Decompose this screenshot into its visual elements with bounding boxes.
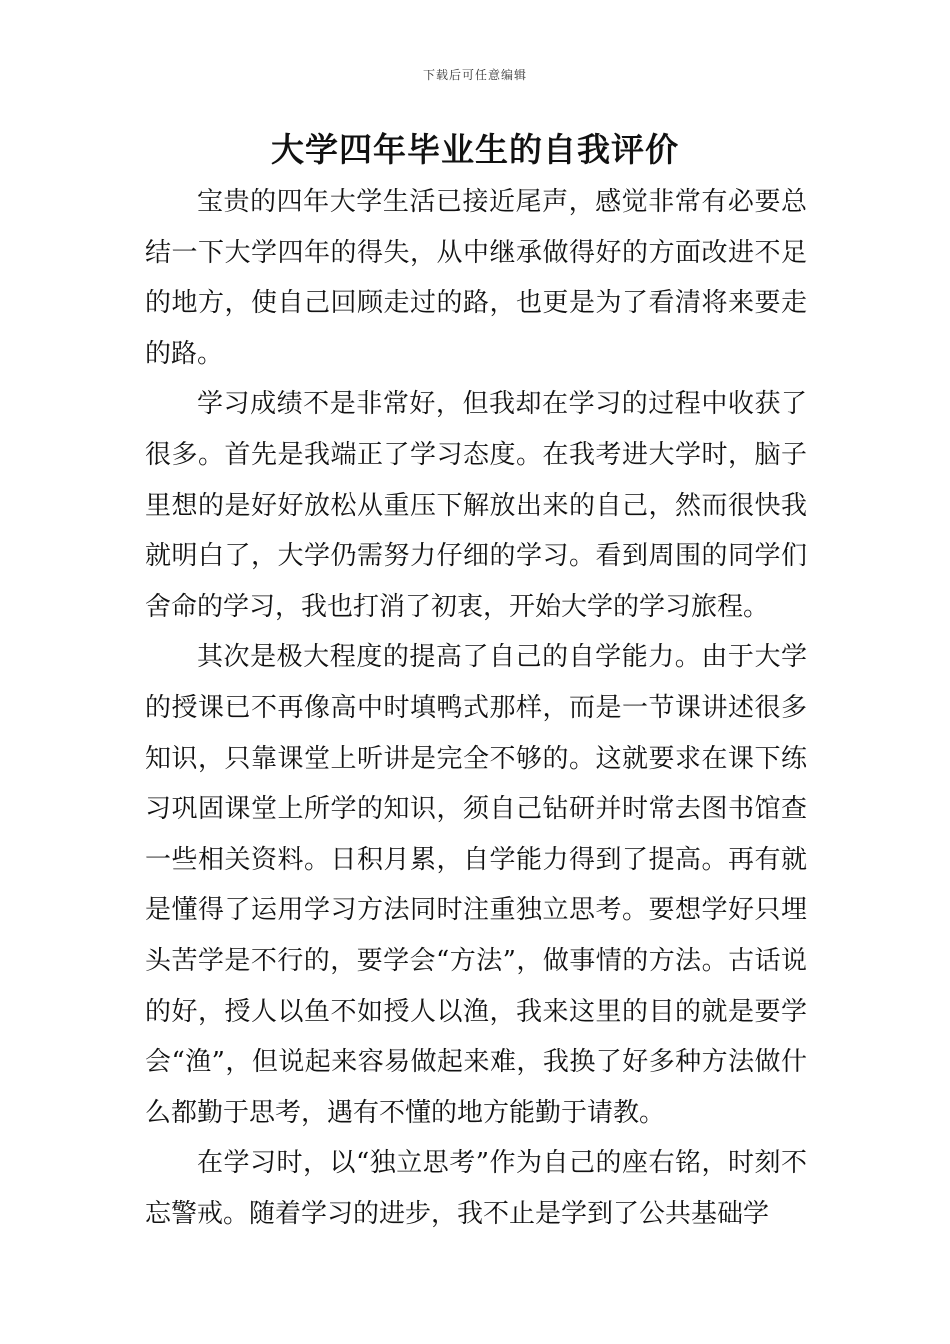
paragraph: 在学习时，以“独立思考”作为自己的座右铭，时刻不忘警戒。随着学习的进步，我不止是学到了公共基础学 [145, 1148, 807, 1229]
document-body [145, 177, 807, 1239]
document-title: 大学四年毕业生的自我评价 [271, 130, 679, 169]
header-note: 下载后可任意编辑 [422, 68, 527, 82]
paragraph: 学习成绩不是非常好，但我却在学习的过程中收获了很多。首先是我端正了学习态度。在我考进大学时，脑子里想的是好好放松从重压下解放出来的自己，然而很快我就明白了，大学仍需努力仔细的学习。看到周围的同学们舍命的学习，我也打消了初衷，开始大学的学习旅程。 [145, 389, 807, 622]
paragraph: 其次是极大程度的提高了自己的自学能力。由于大学的授课已不再像高中时填鸭式那样，而是一节课讲述很多知识，只靠课堂上听讲是完全不够的。这就要求在课下练习巩固课堂上所学的知识，须自己钻研并时常去图书馆查一些相关资料。日积月累，自学能力得到了提高。再有就是懂得了运用学习方法同时注重独立思考。要想学好只埋头苦学是不行的，要学会“方法”，做事情的方法。古话说的好，授人以鱼不如授人以渔，我来这里的目的就是要学会“渔”，但说起来容易做起来难，我换了好多种方法做什么都勤于思考，遇有不懂的地方能勤于请教。 [145, 642, 807, 1128]
paragraph: 宝贵的四年大学生活已接近尾声，感觉非常有必要总结一下大学四年的得失，从中继承做得好的方面改进不足的地方，使自己回顾走过的路，也更是为了看清将来要走的路。 [145, 187, 807, 369]
